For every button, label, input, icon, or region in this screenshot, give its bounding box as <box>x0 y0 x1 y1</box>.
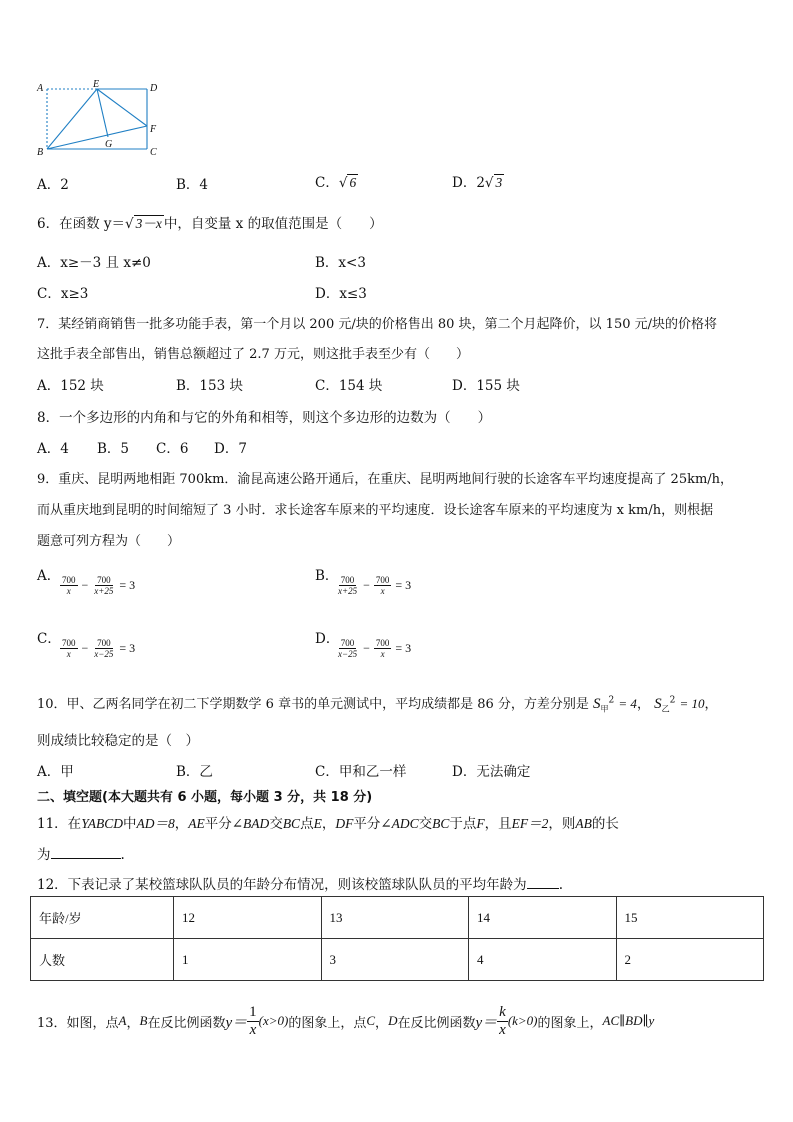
table-cell: 4 <box>469 939 617 981</box>
age-table <box>30 896 764 981</box>
q7-option-a[interactable]: A．152 块 <box>37 378 104 394</box>
q10-option-a[interactable]: A．甲 <box>37 764 74 780</box>
q12-stem: 12．下表记录了某校篮球队队员的年龄分布情况，则该校篮球队队员的平均年龄为 . <box>37 877 563 893</box>
q10-option-b[interactable]: B．乙 <box>176 764 213 780</box>
q9-option-a-letter[interactable]: A． <box>37 568 61 584</box>
q11-line2: 为 . <box>37 847 125 863</box>
table-cell: 12 <box>174 897 322 939</box>
q7-line2: 这批手表全部售出，销售总额超过了 2.7 万元，则这批手表至少有（ ） <box>37 347 469 362</box>
q8-option-c[interactable]: C．6 <box>156 441 189 457</box>
table-cell: 13 <box>321 897 469 939</box>
q9-line3: 题意可列方程为（ ） <box>37 534 181 549</box>
q7-option-b[interactable]: B．153 块 <box>176 378 243 394</box>
q6-option-b[interactable]: B．x<3 <box>315 255 366 271</box>
q6-option-d[interactable]: D．x≤3 <box>315 286 367 302</box>
q5-option-a[interactable]: A．2 <box>37 177 69 193</box>
q11-line1: 11．在YABCD中AD＝8，AE平分∠BAD交BC点E，DF平分∠ADC交BC于点F，且EF＝2，则AB的长 <box>37 816 619 832</box>
q9-line1: 9．重庆、昆明两地相距 700km．渝昆高速公路开通后，在重庆、昆明两地间行驶的长途客车平均速度提高了 25km/h， <box>37 472 734 487</box>
q8-option-b[interactable]: B．5 <box>97 441 130 457</box>
label-G: G <box>105 139 113 150</box>
q8-option-a[interactable]: A．4 <box>37 441 69 457</box>
q5-option-d[interactable]: D．2√ 3 <box>452 175 503 191</box>
answer-blank[interactable] <box>51 846 121 859</box>
q10-stem: 10．甲、乙两名同学在初二下学期数学 6 章书的单元测试中，平均成绩都是 86 分，方差分别是 $S_甲^2 = 4$， $S_乙^2 = 10$， <box>37 695 718 714</box>
q9-option-d-equation: $\frac{700}{x-25}$ − $\frac{700}{x}$ = 3 <box>338 638 412 660</box>
q9-option-c-letter[interactable]: C． <box>37 631 61 647</box>
table-cell: 人数 <box>31 939 174 981</box>
q8-stem: 8．一个多边形的内角和与它的外角和相等，则这个多边形的边数为（ ） <box>37 410 492 426</box>
q9-option-b-equation: $\frac{700}{x+25}$ − $\frac{700}{x}$ = 3 <box>338 575 412 597</box>
label-E: E <box>93 79 100 90</box>
q9-line2: 而从重庆地到昆明的时间缩短了 3 小时．求长途客车原来的平均速度．设长途客车原来的平均速度为 x km/h，则根据 <box>37 503 714 518</box>
table-row <box>31 939 764 981</box>
rectangle-figure <box>34 78 164 160</box>
q9-option-d-letter[interactable]: D． <box>315 631 340 647</box>
q10-line2: 则成绩比较稳定的是（ ） <box>37 733 199 749</box>
q10-option-c[interactable]: C．甲和乙一样 <box>315 764 407 780</box>
q9-option-a-equation: $\frac{700}{x}$ − $\frac{700}{x+25}$ = 3 <box>62 575 136 597</box>
answer-blank[interactable] <box>527 876 559 889</box>
table-cell: 年龄/岁 <box>31 897 174 939</box>
q10-option-d[interactable]: D．无法确定 <box>452 764 531 780</box>
section-heading: 二、填空题(本大题共有 6 小题，每小题 3 分，共 18 分) <box>37 790 373 805</box>
q9-option-b-letter[interactable]: B． <box>315 568 339 584</box>
q6-option-a[interactable]: A．x≥－3 且 x≠0 <box>37 255 151 271</box>
q5-option-b[interactable]: B．4 <box>176 177 209 193</box>
sqrt-symbol: √ 3 <box>484 175 503 191</box>
q13-line1: 13．如图，点 A ， B 在反比例函数 y＝ 1 x (x>0) 的图象上，点 C ， D 在反比例函数 y＝ k x (k>0) 的图象上， AC∥BD∥y <box>37 1004 655 1038</box>
label-A: A <box>37 83 44 94</box>
table-row <box>31 897 764 939</box>
q7-line1: 7．某经销商销售一批多功能手表，第一个月以 200 元/块的价格售出 80 块，第二个月起降价，以 150 元/块的价格将 <box>37 317 717 332</box>
table-cell: 15 <box>616 897 764 939</box>
q9-option-c-equation: $\frac{700}{x}$ − $\frac{700}{x-25}$ = 3 <box>62 638 136 660</box>
table-cell: 1 <box>174 939 322 981</box>
label-C: C <box>150 147 157 158</box>
q6-option-c[interactable]: C．x≥3 <box>37 286 89 302</box>
label-D: D <box>150 83 158 94</box>
table-cell: 2 <box>616 939 764 981</box>
q7-option-c[interactable]: C．154 块 <box>315 378 383 394</box>
table-cell: 14 <box>469 897 617 939</box>
sqrt-symbol: √ 3－x <box>125 216 162 232</box>
sqrt-symbol: √ 6 <box>338 175 357 191</box>
q7-option-d[interactable]: D．155 块 <box>452 378 520 394</box>
label-B: B <box>37 147 44 158</box>
q8-option-d[interactable]: D．7 <box>214 441 247 457</box>
table-cell: 3 <box>321 939 469 981</box>
label-F: F <box>150 124 157 135</box>
q5-option-c[interactable]: C．√ 6 <box>315 175 357 191</box>
q6-stem: 6．在函数 y＝√ 3－x 中，自变量 x 的取值范围是（ ） <box>37 212 383 232</box>
